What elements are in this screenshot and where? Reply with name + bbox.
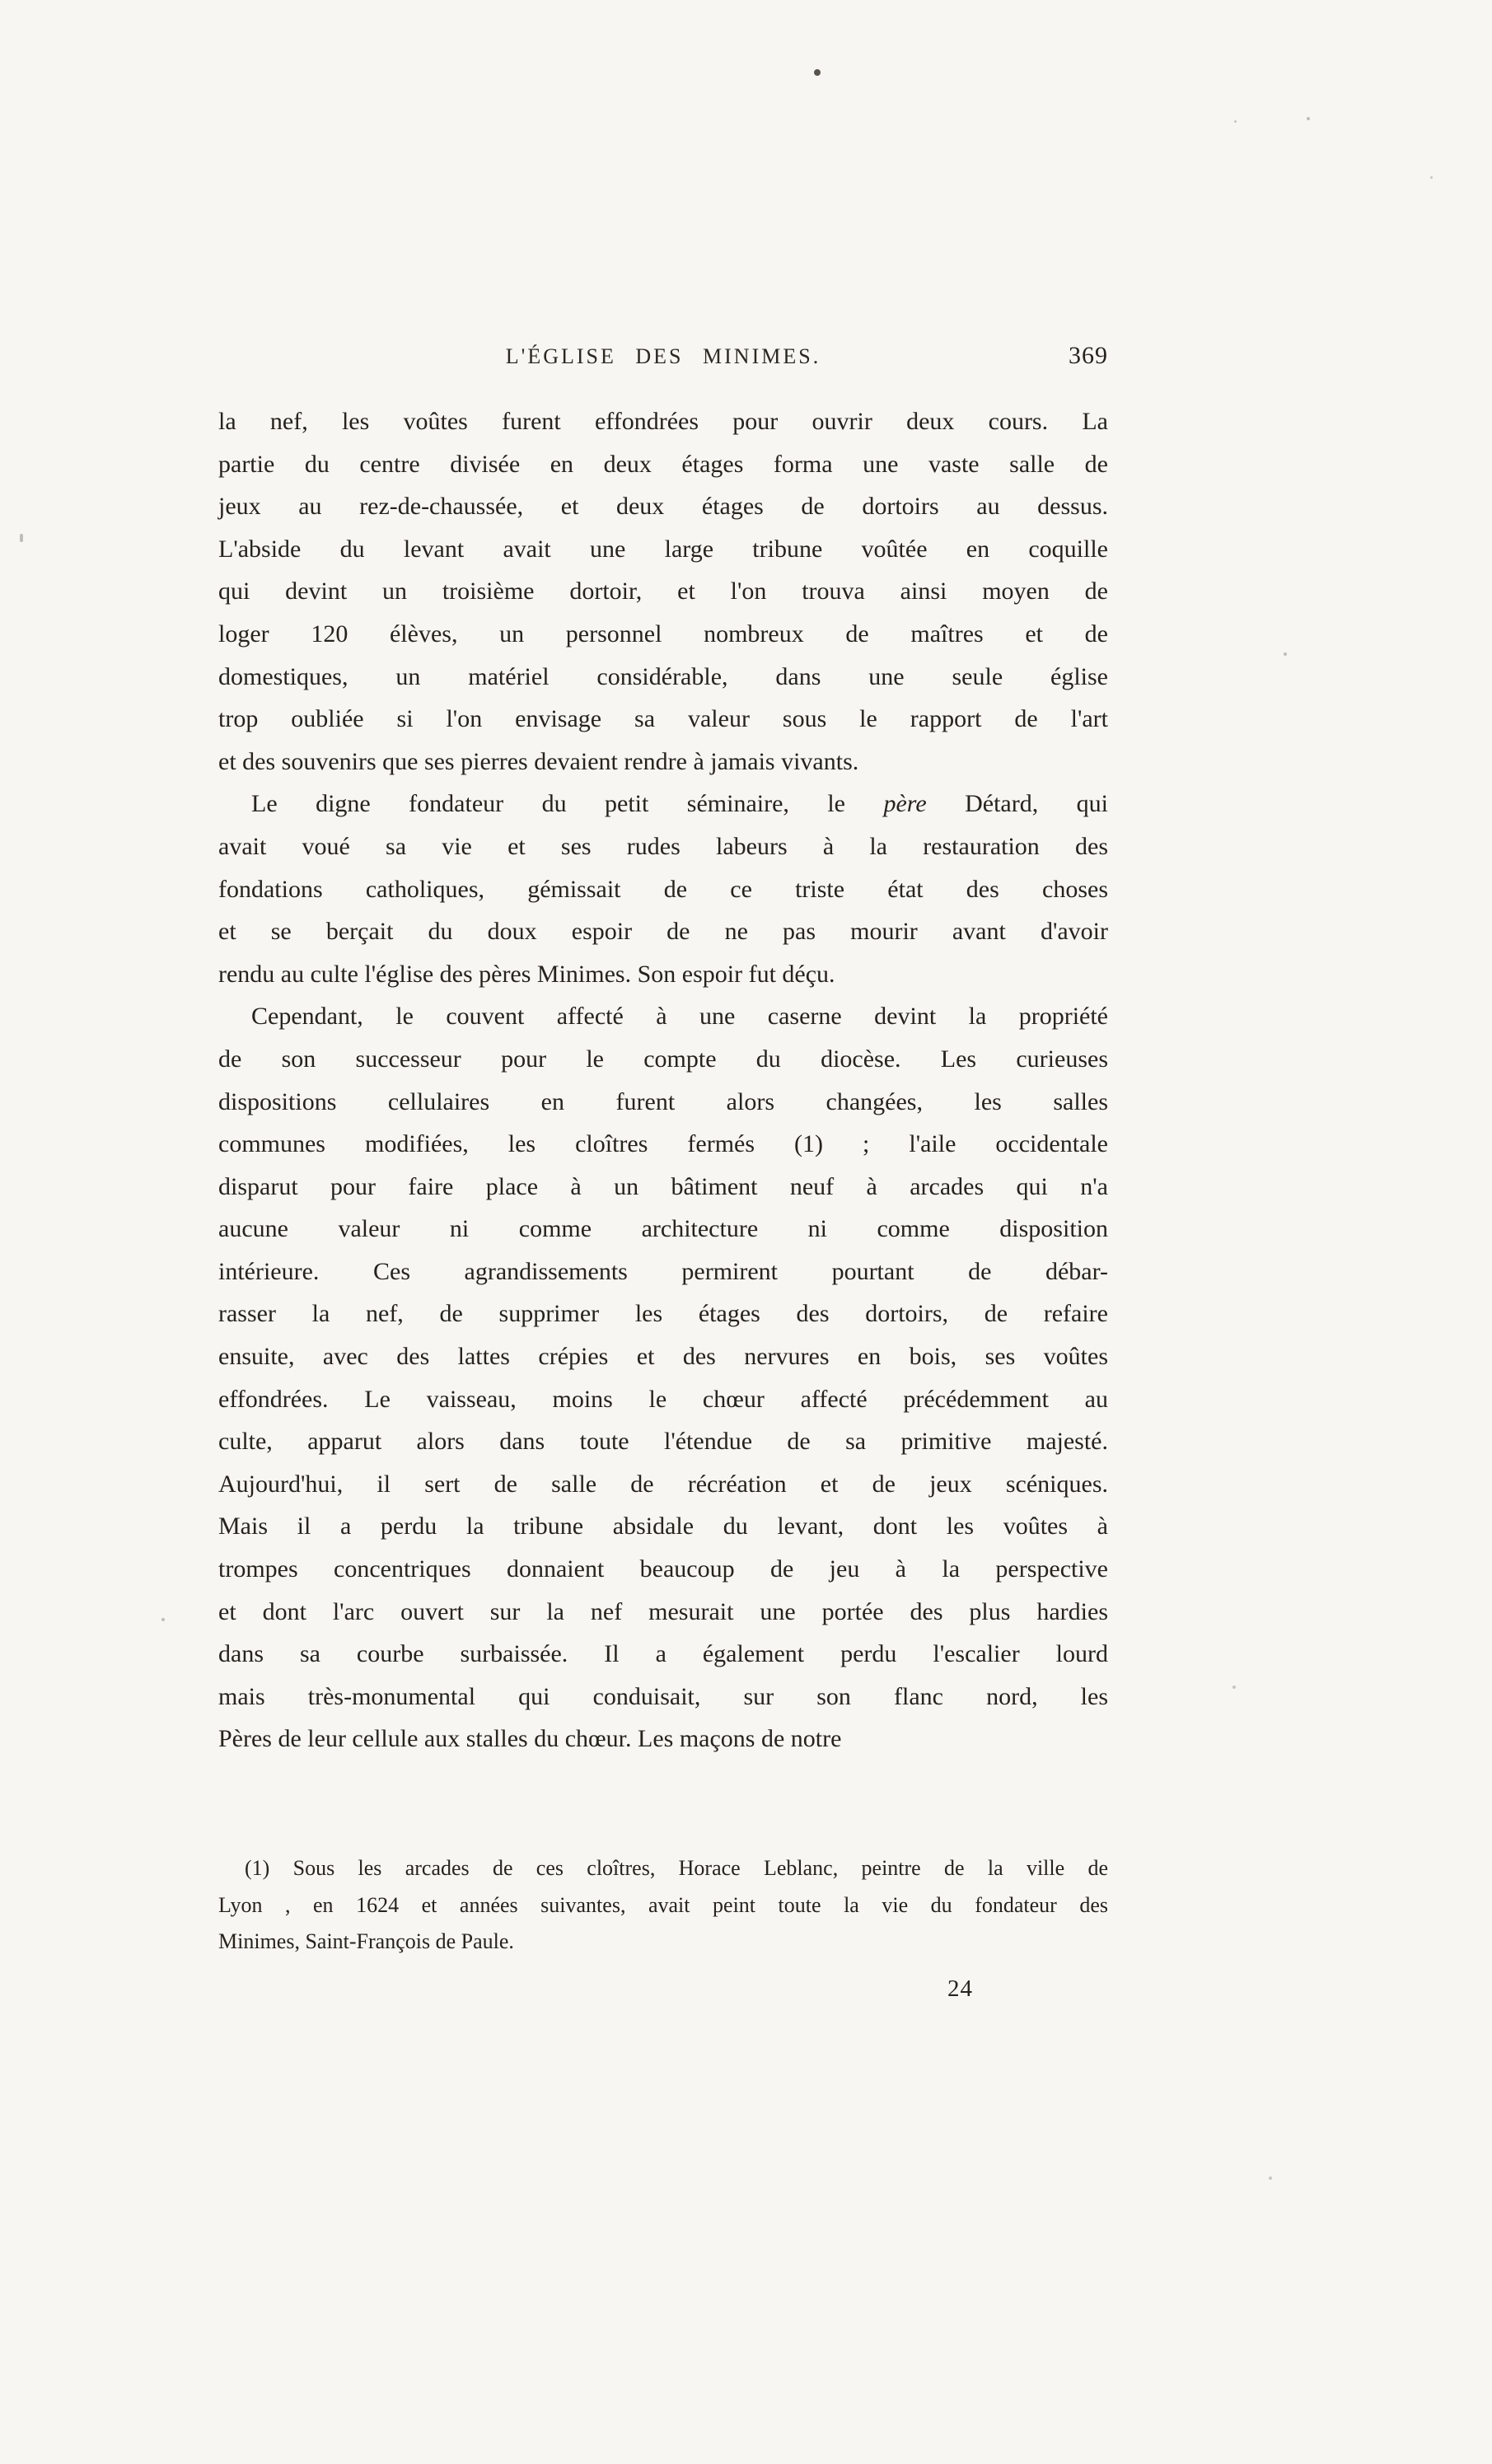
text-line: aucune valeur ni comme architecture ni comme disposition — [218, 1215, 1108, 1243]
scan-speck — [1307, 117, 1310, 120]
text-line: loger 120 élèves, un personnel nombreux de maîtres et de — [218, 620, 1108, 648]
running-title: L'ÉGLISE DES MINIMES. — [505, 344, 821, 368]
text-line: rasser la nef, de supprimer les étages des dortoirs, de refaire — [218, 1300, 1108, 1328]
body-text — [218, 400, 1108, 1760]
text-line: dispositions cellulaires en furent alors changées, les salles — [218, 1087, 1108, 1115]
text-line: avait voué sa vie et ses rudes labeurs à la restauration des — [218, 832, 1108, 860]
text-line — [218, 783, 1108, 825]
paragraph — [218, 783, 1108, 995]
scan-speck — [814, 69, 821, 76]
text-line: culte, apparut alors dans toute l'étendue de sa primitive majesté. — [218, 1428, 1108, 1456]
text-line: Cependant, le couvent affecté à une caserne devint la propriété — [251, 1003, 1108, 1031]
text-line: effondrées. Le vaisseau, moins le chœur affecté précédemment au — [218, 1385, 1108, 1413]
text-line: de son successeur pour le compte du diocèse. Les curieuses — [218, 1045, 1108, 1073]
text-line: disparut pour faire place à un bâtiment neuf à arcades qui n'a — [218, 1172, 1108, 1200]
page-header — [218, 344, 1108, 377]
text-line: dans sa courbe surbaissée. Il a également perdu l'escalier lourd — [218, 1640, 1108, 1668]
text-run: Détard, qui — [926, 790, 1108, 818]
paragraph — [218, 400, 1108, 783]
text-line: la nef, les voûtes furent effondrées pour ouvrir deux cours. La — [218, 408, 1108, 435]
text-line: L'abside du levant avait une large tribune voûtée en coquille — [218, 535, 1108, 563]
text-line: jeux au rez-de-chaussée, et deux étages de dortoirs au dessus. — [218, 493, 1108, 521]
text-line: communes modifiées, les cloîtres fermés (1) ; l'aile occidentale — [218, 1130, 1108, 1158]
text-line: Aujourd'hui, il sert de salle de récréation et de jeux scéniques. — [218, 1470, 1108, 1498]
text-line: ensuite, avec des lattes crépies et des nervures en bois, ses voûtes — [218, 1343, 1108, 1371]
text-line: trompes concentriques donnaient beaucoup de jeu à la perspective — [218, 1555, 1108, 1583]
text-line: et se berçait du doux espoir de ne pas mourir avant d'avoir — [218, 918, 1108, 946]
scan-speck — [20, 534, 23, 542]
text-run: Le digne fondateur du petit séminaire, le — [251, 790, 884, 818]
text-line: partie du centre divisée en deux étages forma une vaste salle de — [218, 450, 1108, 478]
footnote-line: (1) Sous les arcades de ces cloîtres, Horace Leblanc, peintre de la ville de — [245, 1856, 1108, 1880]
footnote — [218, 1850, 1108, 1961]
text-line: fondations catholiques, gémissait de ce triste état des choses — [218, 875, 1108, 903]
signature-mark: 24 — [947, 1975, 973, 2002]
text-line: Pères de leur cellule aux stalles du chœur. Les maçons de notre — [218, 1725, 842, 1753]
paragraph — [218, 995, 1108, 1760]
scan-speck — [1234, 120, 1237, 123]
italic-run: père — [883, 790, 927, 818]
text-line: domestiques, un matériel considérable, dans une seule église — [218, 662, 1108, 690]
text-line: mais très-monumental qui conduisait, sur son flanc nord, les — [218, 1682, 1108, 1710]
text-line: qui devint un troisième dortoir, et l'on trouva ainsi moyen de — [218, 577, 1108, 605]
text-line: et dont l'arc ouvert sur la nef mesurait une portée des plus hardies — [218, 1597, 1108, 1625]
page-number: 369 — [1069, 342, 1108, 369]
footnote-line: Lyon , en 1624 et années suivantes, avait peint toute la vie du fondateur des — [218, 1892, 1108, 1917]
text-line: Mais il a perdu la tribune absidale du levant, dont les voûtes à — [218, 1513, 1108, 1541]
text-line: trop oubliée si l'on envisage sa valeur sous le rapport de l'art — [218, 705, 1108, 733]
footnote-line: Minimes, Saint-François de Paule. — [218, 1929, 514, 1953]
scan-speck — [1284, 652, 1287, 656]
scan-speck — [1430, 176, 1433, 179]
scan-speck — [1232, 1686, 1236, 1689]
scan-speck — [1269, 2176, 1272, 2180]
text-line: intérieure. Ces agrandissements permirent pourtant de débar- — [218, 1257, 1108, 1285]
text-line: rendu au culte l'église des pères Minimes. Son espoir fut déçu. — [218, 960, 835, 988]
scan-speck — [161, 1618, 165, 1621]
text-line: et des souvenirs que ses pierres devaient rendre à jamais vivants. — [218, 747, 859, 775]
